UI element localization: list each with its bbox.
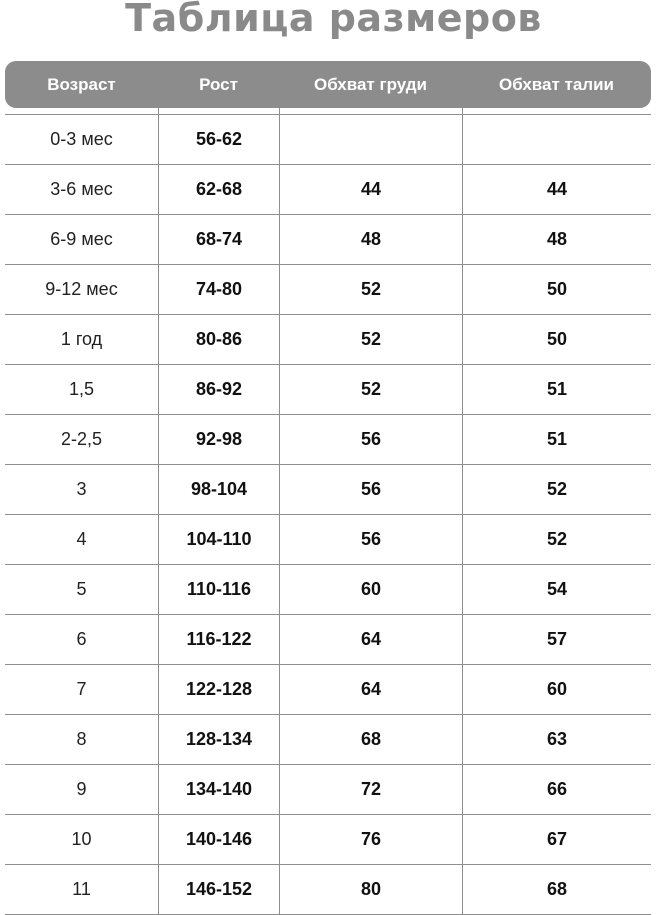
cell-chest: 60 [279,565,462,615]
cell-chest: 72 [279,765,462,815]
cell-height: 146-152 [158,865,279,915]
cell-height: 74-80 [158,265,279,315]
cell-age: 6 [5,615,158,665]
cell-height: 62-68 [158,165,279,215]
cell-age: 5 [5,565,158,615]
header-waist: Обхват талии [462,61,651,108]
table-row [5,165,651,215]
table-row [5,115,651,165]
cell-age: 0-3 мес [5,115,158,165]
cell-height: 80-86 [158,315,279,365]
cell-waist: 50 [462,265,651,315]
cell-age: 3 [5,465,158,515]
cell-height: 116-122 [158,615,279,665]
cell-chest: 52 [279,315,462,365]
cell-age: 6-9 мес [5,215,158,265]
table-row [5,365,651,415]
table-row [5,815,651,865]
cell-age: 2-2,5 [5,415,158,465]
cell-waist: 57 [462,615,651,665]
cell-height: 110-116 [158,565,279,615]
cell-chest: 76 [279,815,462,865]
table-row [5,615,651,665]
table-body [5,108,651,915]
table-row [5,715,651,765]
cell-height: 68-74 [158,215,279,265]
table-row [5,515,651,565]
cell-waist: 52 [462,465,651,515]
cell-age: 10 [5,815,158,865]
cell-waist: 66 [462,765,651,815]
cell-waist: 68 [462,865,651,915]
cell-waist: 54 [462,565,651,615]
header-age: Возраст [5,61,158,108]
cell-chest: 64 [279,665,462,715]
cell-age: 1,5 [5,365,158,415]
cell-waist: 63 [462,715,651,765]
cell-waist [462,115,651,165]
cell-waist: 51 [462,415,651,465]
cell-height: 56-62 [158,115,279,165]
cell-waist: 51 [462,365,651,415]
spacer-cell [5,108,158,115]
cell-chest: 52 [279,265,462,315]
cell-height: 86-92 [158,365,279,415]
table-row [5,865,651,915]
cell-age: 11 [5,865,158,915]
cell-waist: 67 [462,815,651,865]
cell-chest: 48 [279,215,462,265]
cell-height: 128-134 [158,715,279,765]
table-row [5,765,651,815]
table-row [5,465,651,515]
cell-waist: 52 [462,515,651,565]
cell-age: 4 [5,515,158,565]
cell-chest: 56 [279,465,462,515]
cell-age: 3-6 мес [5,165,158,215]
table-header [5,61,651,108]
cell-chest: 44 [279,165,462,215]
table-row [5,415,651,465]
size-table [5,61,651,915]
spacer-cell [462,108,651,115]
cell-height: 104-110 [158,515,279,565]
cell-waist: 48 [462,215,651,265]
cell-age: 1 год [5,315,158,365]
cell-waist: 44 [462,165,651,215]
cell-chest: 56 [279,415,462,465]
cell-waist: 60 [462,665,651,715]
cell-age: 9 [5,765,158,815]
cell-height: 92-98 [158,415,279,465]
spacer-cell [158,108,279,115]
cell-age: 9-12 мес [5,265,158,315]
table-row [5,315,651,365]
cell-waist: 50 [462,315,651,365]
table-row [5,265,651,315]
cell-chest: 68 [279,715,462,765]
header-row [5,61,651,108]
page-title: Таблица размеров [125,0,542,40]
cell-height: 134-140 [158,765,279,815]
cell-height: 122-128 [158,665,279,715]
table-row [5,565,651,615]
cell-height: 140-146 [158,815,279,865]
header-height: Рост [158,61,279,108]
header-chest: Обхват груди [279,61,462,108]
table-row [5,215,651,265]
cell-chest: 64 [279,615,462,665]
cell-age: 8 [5,715,158,765]
cell-chest: 56 [279,515,462,565]
spacer-cell [279,108,462,115]
cell-height: 98-104 [158,465,279,515]
cell-age: 7 [5,665,158,715]
cell-chest: 52 [279,365,462,415]
header-spacer [5,108,651,115]
cell-chest [279,115,462,165]
table-row [5,665,651,715]
cell-chest: 80 [279,865,462,915]
